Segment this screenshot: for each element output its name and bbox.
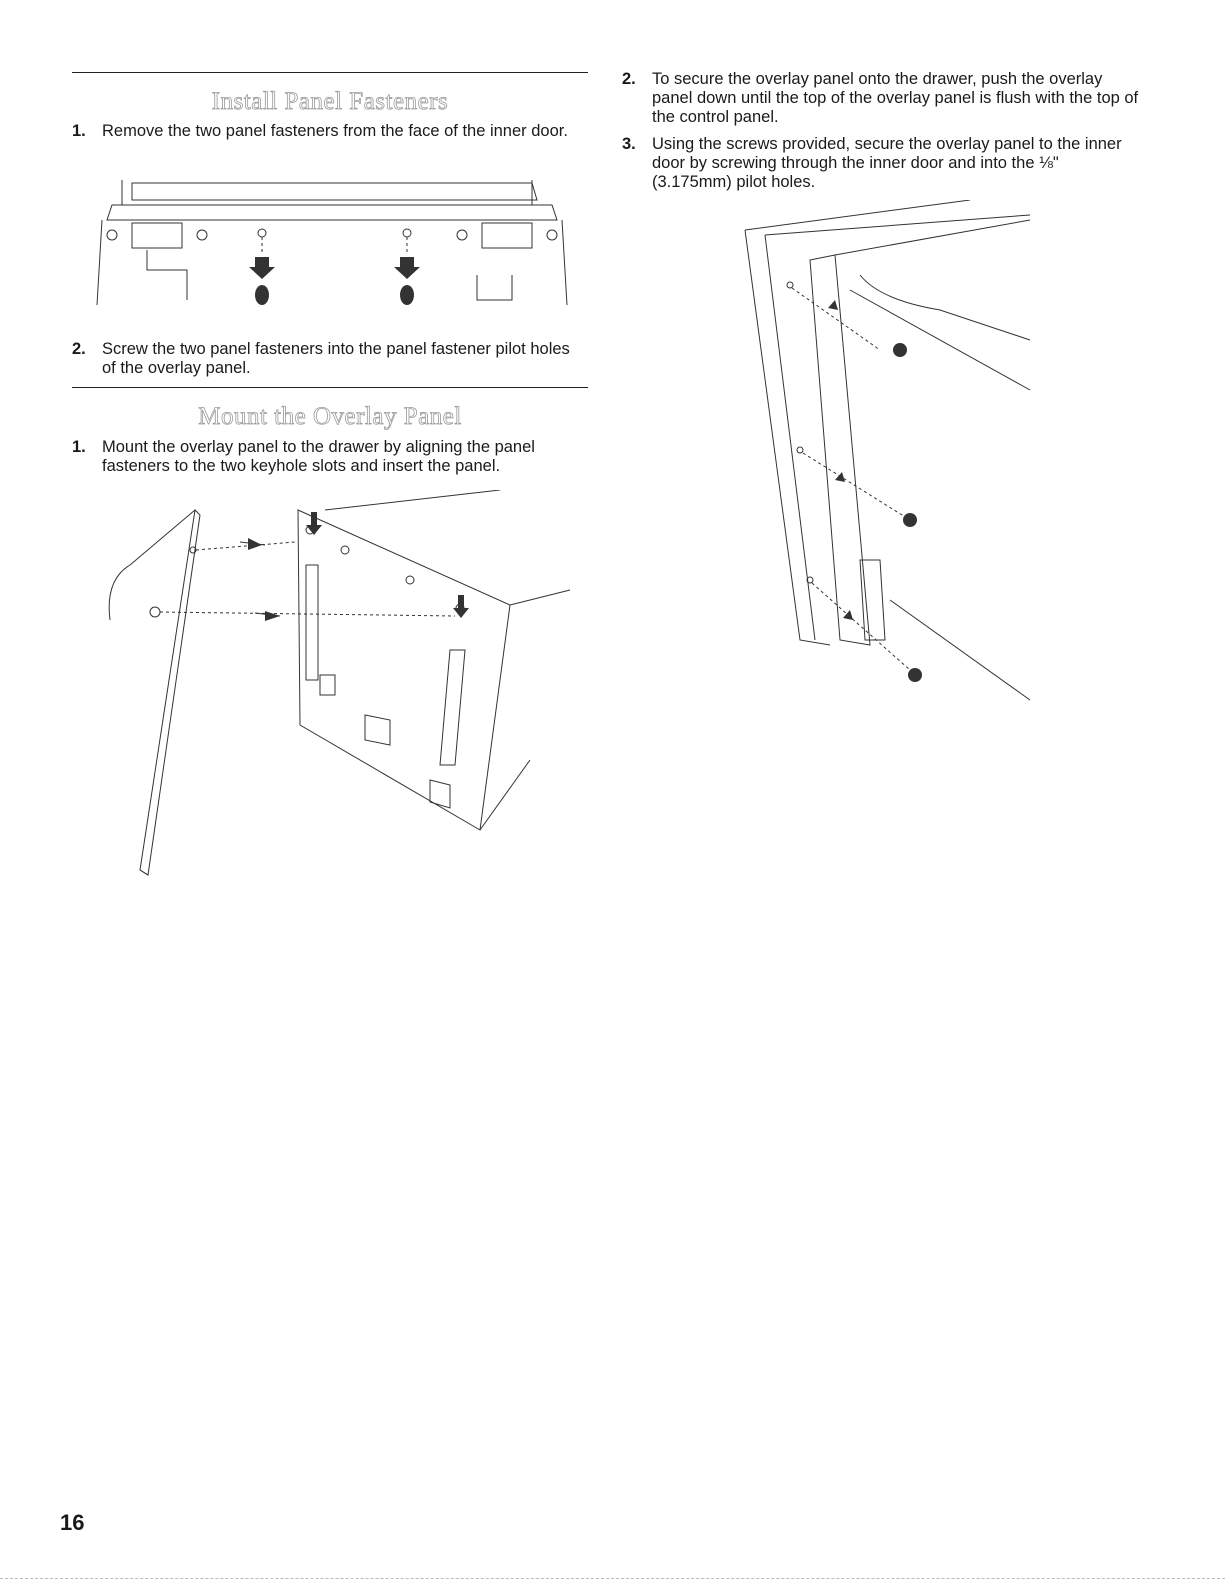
section-divider-middle [72, 387, 588, 388]
heading-install-panel-fasteners: Install Panel Fasteners [211, 88, 449, 115]
fasteners-removal-illustration [92, 175, 572, 325]
step-number: 2. [622, 70, 636, 88]
step-install-1 [72, 122, 582, 162]
page-number: 16 [60, 1510, 85, 1535]
step-number: 2. [72, 340, 86, 358]
step-number: 1. [72, 438, 86, 456]
step-number: 1. [72, 122, 86, 140]
page-bottom-border [0, 1578, 1225, 1579]
step-install-2 [72, 340, 582, 380]
step-text: Remove the two panel fasteners from the face of the inner door. [102, 122, 568, 140]
step-text: Mount the overlay panel to the drawer by aligning the panel fasteners to the two keyhole slots and insert the panel. [102, 438, 535, 475]
step-text: Using the screws provided, secure the overlay panel to the inner door by screwing through the inner door and into the ⅛" (3.175mm) pilot holes. [652, 135, 1122, 191]
step-text: To secure the overlay panel onto the drawer, push the overlay panel down until the top of the overlay panel is flush with the top of the control panel. [652, 70, 1139, 126]
secure-screws-illustration [740, 200, 1040, 710]
section-divider-top [72, 72, 588, 73]
mount-panel-illustration [100, 490, 580, 880]
step-mount-3 [622, 135, 1142, 195]
heading-mount-overlay-panel: Mount the Overlay Panel [198, 403, 462, 430]
step-text: Screw the two panel fasteners into the panel fastener pilot holes of the overlay panel. [102, 340, 570, 377]
step-mount-1 [72, 438, 582, 478]
step-mount-2 [622, 70, 1142, 130]
step-number: 3. [622, 135, 636, 153]
